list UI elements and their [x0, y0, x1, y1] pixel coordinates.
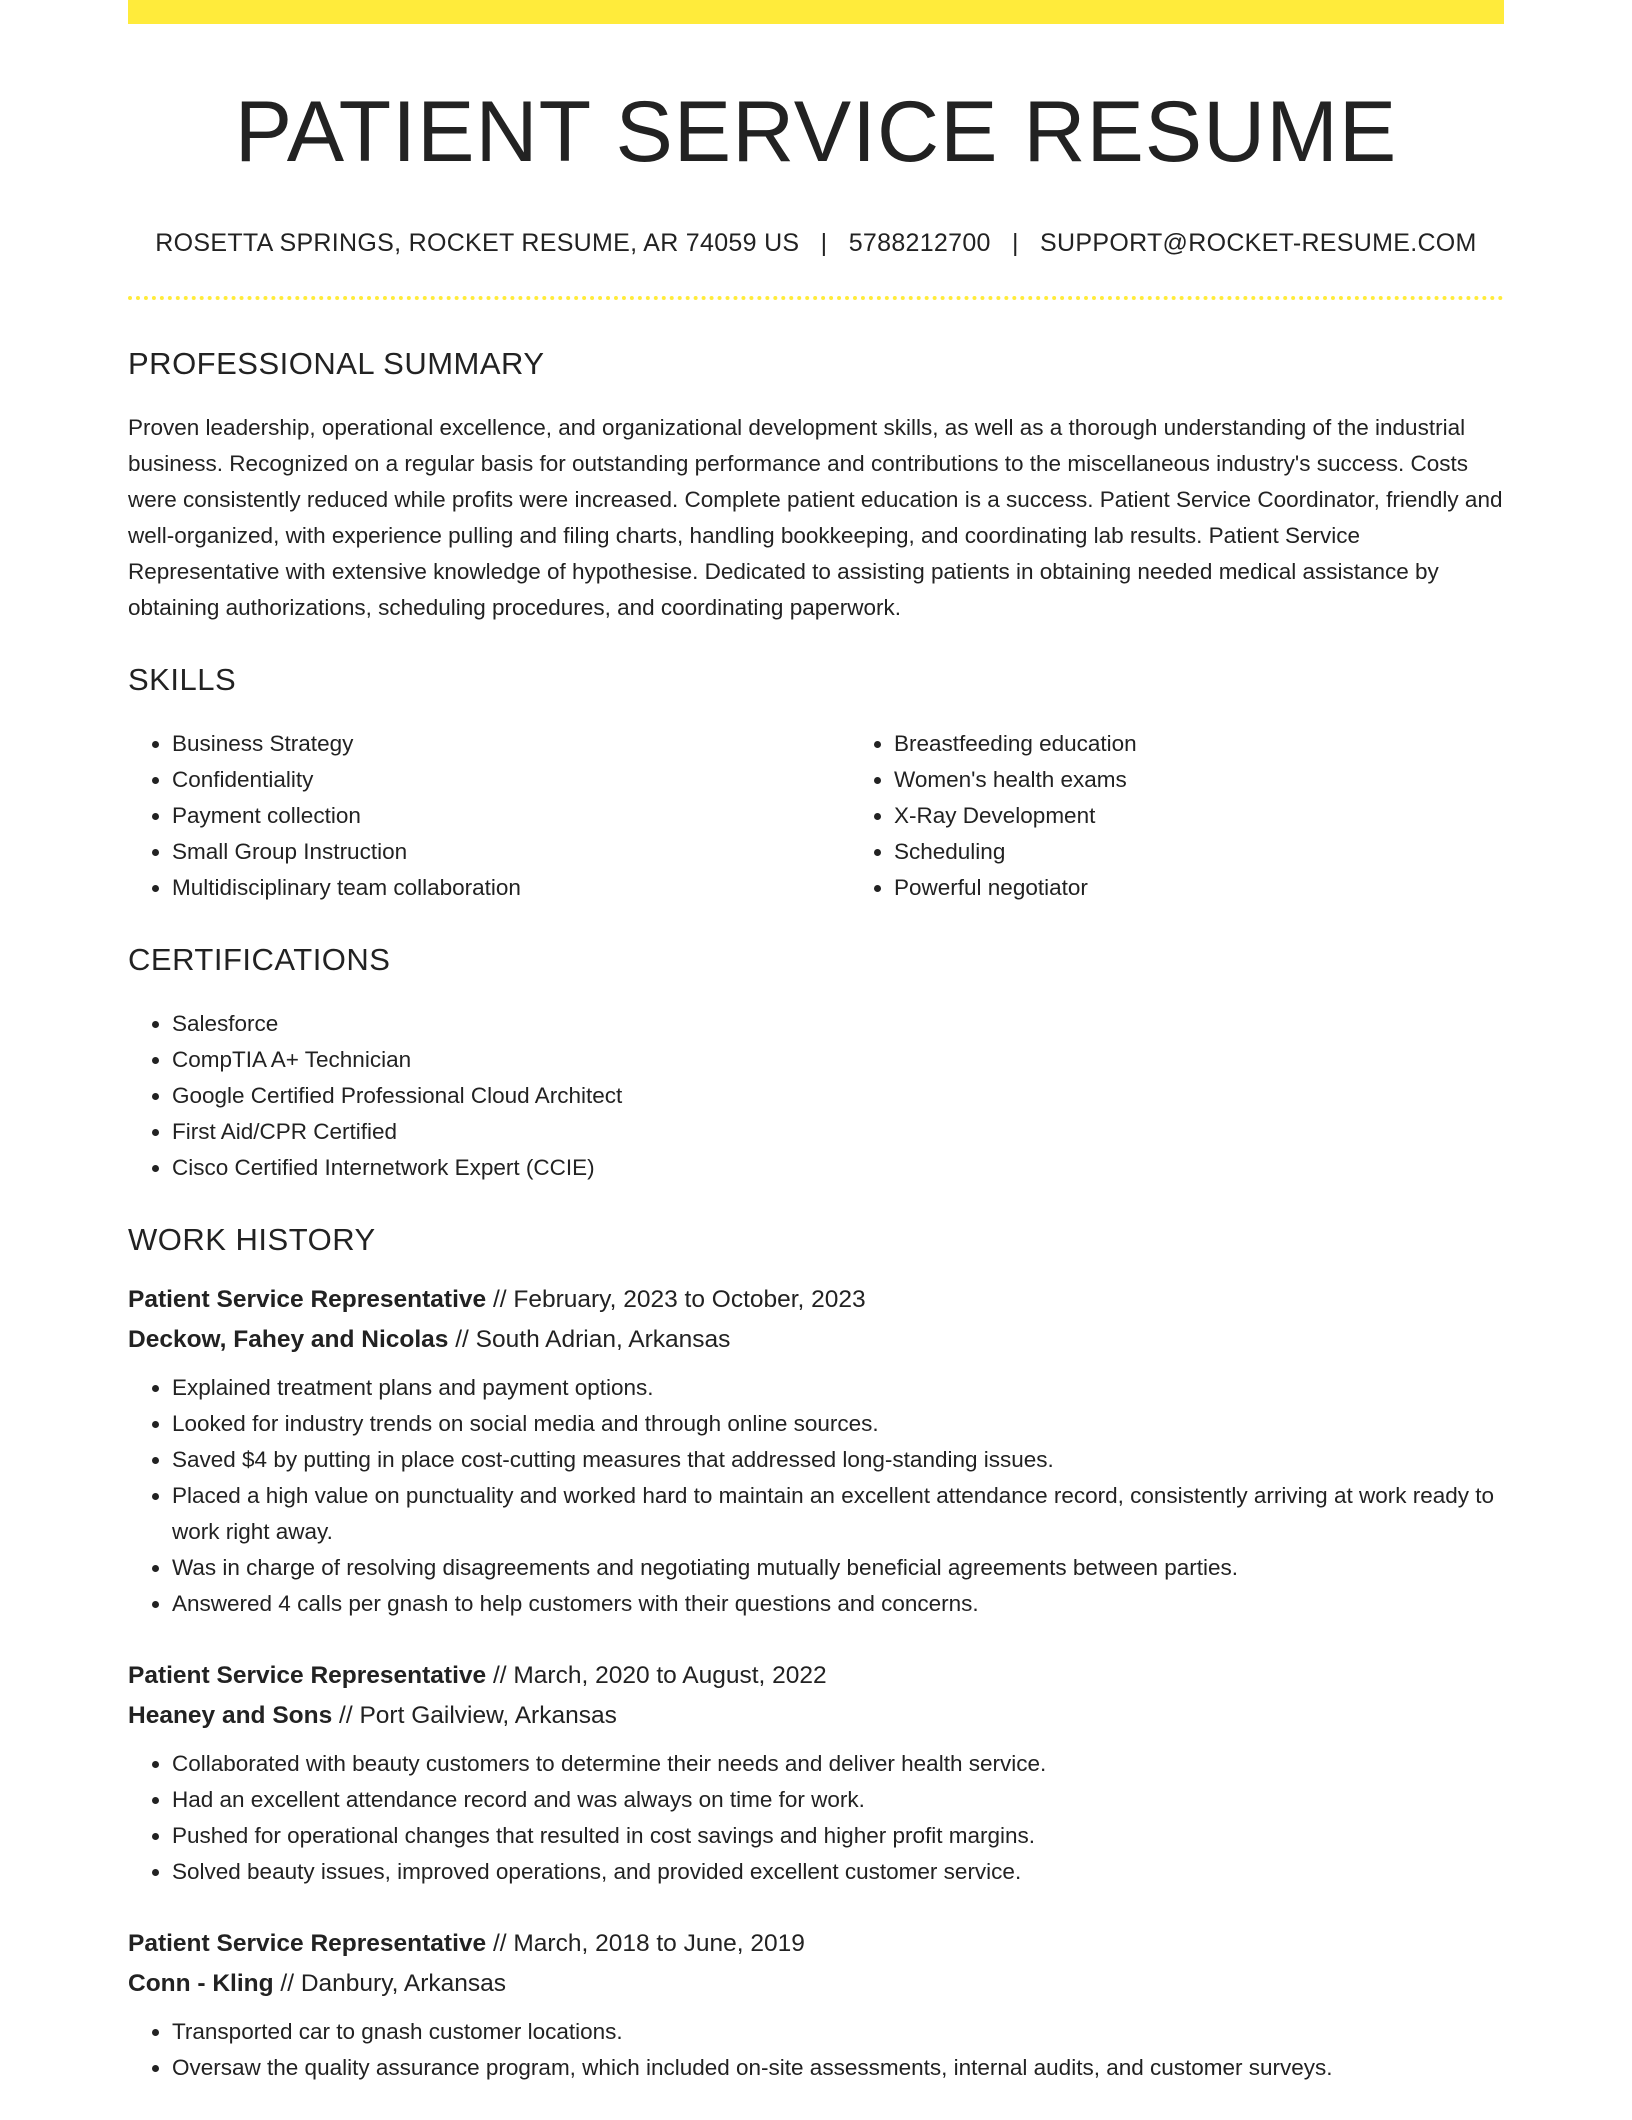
contact-line [128, 229, 1504, 258]
summary-heading: PROFESSIONAL SUMMARY [128, 346, 545, 382]
contact-email[interactable]: SUPPORT@ROCKET-RESUME.COM [1040, 229, 1477, 258]
job-company-line [128, 1696, 1504, 1736]
job-bullets [128, 2014, 1504, 2086]
job-location: // Port Gailview, Arkansas [332, 1702, 617, 1730]
work-history-heading: WORK HISTORY [128, 1222, 376, 1258]
job-title-line [128, 1656, 1504, 1696]
certification-item: • Cisco Certified Internetwork Expert (CCIE) [172, 1150, 1504, 1186]
job-location: // South Adrian, Arkansas [448, 1326, 731, 1354]
job-company: Conn - Kling [128, 1970, 274, 1998]
certification-item: • First Aid/CPR Certified [172, 1114, 1504, 1150]
skills-section [128, 662, 1504, 906]
contact-separator: | [820, 229, 828, 258]
work-history-section [128, 1222, 1504, 2086]
certification-item: • Google Certified Professional Cloud Architect [172, 1078, 1504, 1114]
job-bullets [128, 1746, 1504, 1890]
job-title: Patient Service Representative [128, 1930, 487, 1958]
skills-list-right [850, 726, 1572, 906]
job-company: Deckow, Fahey and Nicolas [128, 1326, 449, 1354]
skill-item: • Payment collection [172, 798, 850, 834]
job-entry [128, 1656, 1504, 1890]
resume-page [128, 0, 1504, 2120]
job-entry [128, 1924, 1504, 2086]
job-title-line [128, 1280, 1504, 1320]
skills-grid [128, 726, 1504, 906]
skills-list-left [128, 726, 850, 906]
job-entry [128, 1280, 1504, 1622]
job-bullet: • Answered 4 calls per gnash to help customers with their questions and concerns. [172, 1586, 1504, 1622]
job-dates: // March, 2018 to June, 2019 [486, 1930, 805, 1958]
skill-item: • Scheduling [894, 834, 1572, 870]
job-bullet: • Saved $4 by putting in place cost-cutting measures that addressed long-standing issues. [172, 1442, 1504, 1478]
certification-item: • CompTIA A+ Technician [172, 1042, 1504, 1078]
skill-item: • X-Ray Development [894, 798, 1572, 834]
job-location: // Danbury, Arkansas [273, 1970, 507, 1998]
job-bullet: • Transported car to gnash customer locations. [172, 2014, 1504, 2050]
skill-item: • Powerful negotiator [894, 870, 1572, 906]
job-company: Heaney and Sons [128, 1702, 333, 1730]
certification-item: • Salesforce [172, 1006, 1504, 1042]
job-dates: // March, 2020 to August, 2022 [486, 1662, 827, 1690]
certifications-heading: CERTIFICATIONS [128, 942, 391, 978]
job-bullets [128, 1370, 1504, 1622]
certifications-section [128, 942, 1504, 1186]
job-bullet: • Looked for industry trends on social media and through online sources. [172, 1406, 1504, 1442]
contact-phone[interactable]: 5788212700 [848, 229, 991, 258]
dotted-divider [128, 296, 1504, 300]
job-bullet: • Pushed for operational changes that resulted in cost savings and higher profit margins. [172, 1818, 1504, 1854]
summary-section [128, 346, 1504, 626]
certifications-list [128, 1006, 1504, 1186]
job-dates: // February, 2023 to October, 2023 [486, 1286, 866, 1314]
skills-heading: SKILLS [128, 662, 237, 698]
skill-item: • Women's health exams [894, 762, 1572, 798]
skill-item: • Small Group Instruction [172, 834, 850, 870]
job-title: Patient Service Representative [128, 1662, 487, 1690]
job-company-line [128, 1964, 1504, 2004]
resume-title: PATIENT SERVICE RESUME [234, 84, 1398, 180]
job-bullet: • Explained treatment plans and payment options. [172, 1370, 1504, 1406]
job-bullet: • Placed a high value on punctuality and worked hard to maintain an excellent attendance record, consistently arriving at work ready to work right away. [172, 1478, 1504, 1550]
contact-address: ROSETTA SPRINGS, ROCKET RESUME, AR 74059 US [155, 229, 800, 258]
job-title-line [128, 1924, 1504, 1964]
skill-item: • Breastfeeding education [894, 726, 1572, 762]
top-accent-bar [128, 0, 1504, 24]
summary-text: Proven leadership, operational excellence, and organizational development skills, as well as a thorough understanding of the industrial business. Recognized on a regular basis for outstanding performance and contributions to the miscellaneous industry's success. Costs were consistently reduced while profits were increased. Complete patient education is a success. Patient Service Coordinator, friendly and well-organized, with experience pulling and filing charts, handling bookkeeping, and coordinating lab results. Patient Service Representative with extensive knowledge of hypothesise. Dedicated to assisting patients in obtaining needed medical assistance by obtaining authorizations, scheduling procedures, and coordinating paperwork. [128, 415, 1503, 621]
job-bullet: • Collaborated with beauty customers to determine their needs and deliver health service. [172, 1746, 1504, 1782]
job-bullet: • Oversaw the quality assurance program, which included on-site assessments, internal audits, and customer surveys. [172, 2050, 1504, 2086]
skill-item: • Business Strategy [172, 726, 850, 762]
job-company-line [128, 1320, 1504, 1360]
contact-separator: | [1012, 229, 1019, 258]
job-bullet: • Had an excellent attendance record and was always on time for work. [172, 1782, 1504, 1818]
skill-item: • Confidentiality [172, 762, 850, 798]
job-bullet: • Was in charge of resolving disagreements and negotiating mutually beneficial agreements between parties. [172, 1550, 1504, 1586]
skill-item: • Multidisciplinary team collaboration [172, 870, 850, 906]
job-title: Patient Service Representative [128, 1286, 487, 1314]
job-bullet: • Solved beauty issues, improved operations, and provided excellent customer service. [172, 1854, 1504, 1890]
